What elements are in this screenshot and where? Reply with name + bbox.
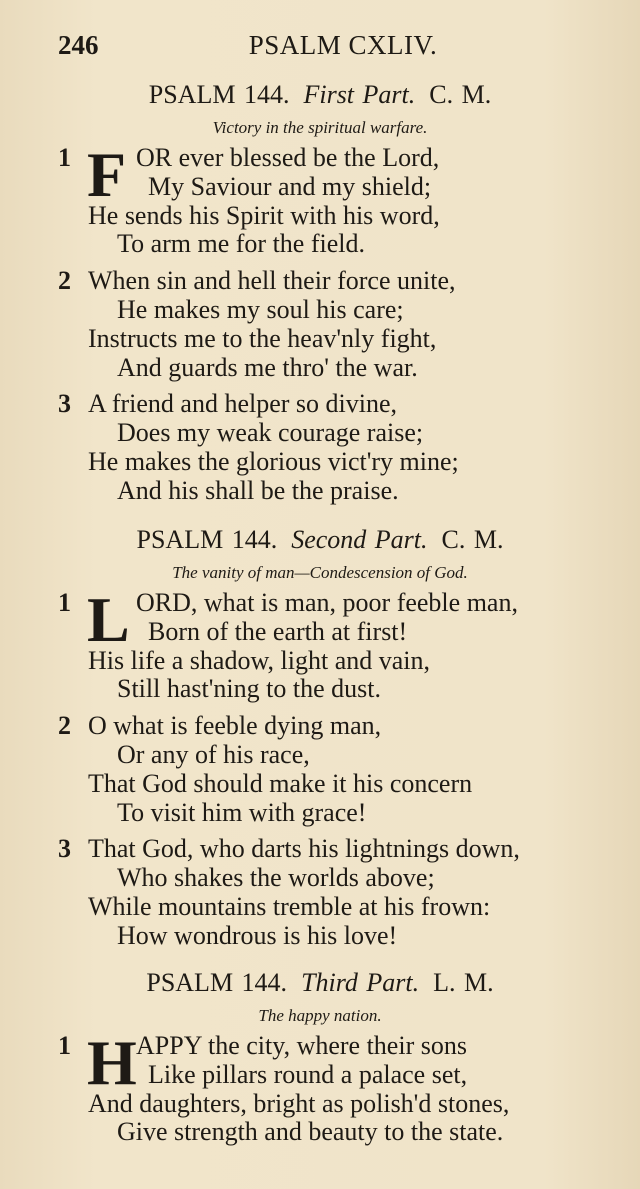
verse-line: That God, who darts his lightnings down,: [88, 834, 520, 864]
meter-label: C. M.: [441, 525, 504, 554]
psalm-section: [0, 78, 640, 514]
verse-line: A friend and helper so divine,: [88, 389, 398, 419]
verse-line: He makes my soul his care;: [117, 294, 404, 324]
verse-line: Still hast'ning to the dust.: [117, 674, 381, 704]
psalm-heading: [0, 523, 640, 557]
part-label: Second Part.: [291, 525, 428, 554]
verse-line: Give strength and beauty to the state.: [117, 1117, 504, 1147]
verse-line: While mountains tremble at his frown:: [88, 891, 491, 921]
verse-line: How wondrous is his love!: [117, 920, 398, 950]
verse-number: 2: [58, 266, 71, 296]
drop-cap-initial: L: [87, 584, 130, 655]
verse-number: 2: [58, 711, 71, 741]
psalm-subtitle: The vanity of man—Condescension of God.: [172, 563, 468, 582]
psalm-section: [0, 966, 640, 1155]
verse-line: His life a shadow, light and vain,: [88, 645, 431, 675]
verse: [0, 584, 640, 704]
verse-number: 1: [58, 588, 71, 617]
running-title: PSALM CXLIV.: [248, 30, 438, 60]
verse-line: To visit him with grace!: [117, 797, 367, 827]
verse-line: When sin and hell their force unite,: [88, 266, 456, 296]
verse-number: 1: [58, 1031, 71, 1060]
psalm-subtitle: Victory in the spiritual warfare.: [212, 118, 428, 137]
verse-line: And his shall be the praise.: [117, 475, 399, 505]
psalm-number: PSALM 144.: [146, 968, 288, 997]
psalm-subtitle: The happy nation.: [258, 1006, 382, 1025]
verse-line: Or any of his race,: [117, 739, 310, 769]
verse-number: 3: [58, 389, 71, 419]
verse-number: 1: [58, 143, 71, 172]
verse-line: Instructs me to the heav'nly fight,: [88, 323, 437, 353]
page-number: 246: [58, 30, 99, 60]
psalm-heading: [0, 966, 640, 1000]
verse-line: And guards me thro' the war.: [117, 352, 418, 382]
verse: [0, 139, 640, 259]
meter-label: L. M.: [433, 968, 494, 997]
psalm-section: [0, 523, 640, 959]
drop-cap-initial: F: [87, 139, 127, 210]
psalm-number: PSALM 144.: [148, 80, 290, 109]
verse-number: 3: [58, 834, 71, 864]
psalm-number: PSALM 144.: [136, 525, 278, 554]
meter-label: C. M.: [429, 80, 492, 109]
verse: [0, 835, 640, 950]
verse: [0, 267, 640, 382]
verse-line: To arm me for the field.: [117, 229, 365, 259]
verse: [0, 390, 640, 505]
part-label: Third Part.: [301, 968, 420, 997]
verse: [0, 1027, 640, 1147]
drop-cap-initial: H: [87, 1027, 137, 1098]
verse-line: O what is feeble dying man,: [88, 711, 382, 741]
verse-line: OR ever blessed be the Lord,: [136, 143, 440, 172]
verse-line: He makes the glorious vict'ry mine;: [88, 446, 459, 476]
verse-line: That God should make it his concern: [88, 768, 473, 798]
verse: [0, 712, 640, 827]
verse-line: Who shakes the worlds above;: [117, 863, 435, 893]
verse-line: He sends his Spirit with his word,: [88, 200, 440, 230]
verse-line: My Saviour and my shield;: [148, 171, 432, 201]
running-header: [58, 30, 598, 64]
verse-line: Like pillars round a palace set,: [148, 1059, 468, 1089]
verse-line: ORD, what is man, poor feeble man,: [136, 588, 518, 617]
verse-line: And daughters, bright as polish'd stones,: [88, 1088, 510, 1118]
verse-line: APPY the city, where their sons: [136, 1031, 467, 1060]
part-label: First Part.: [303, 80, 416, 109]
verse-line: Does my weak courage raise;: [117, 418, 424, 448]
psalm-heading: [0, 78, 640, 112]
verse-line: Born of the earth at first!: [148, 616, 408, 646]
